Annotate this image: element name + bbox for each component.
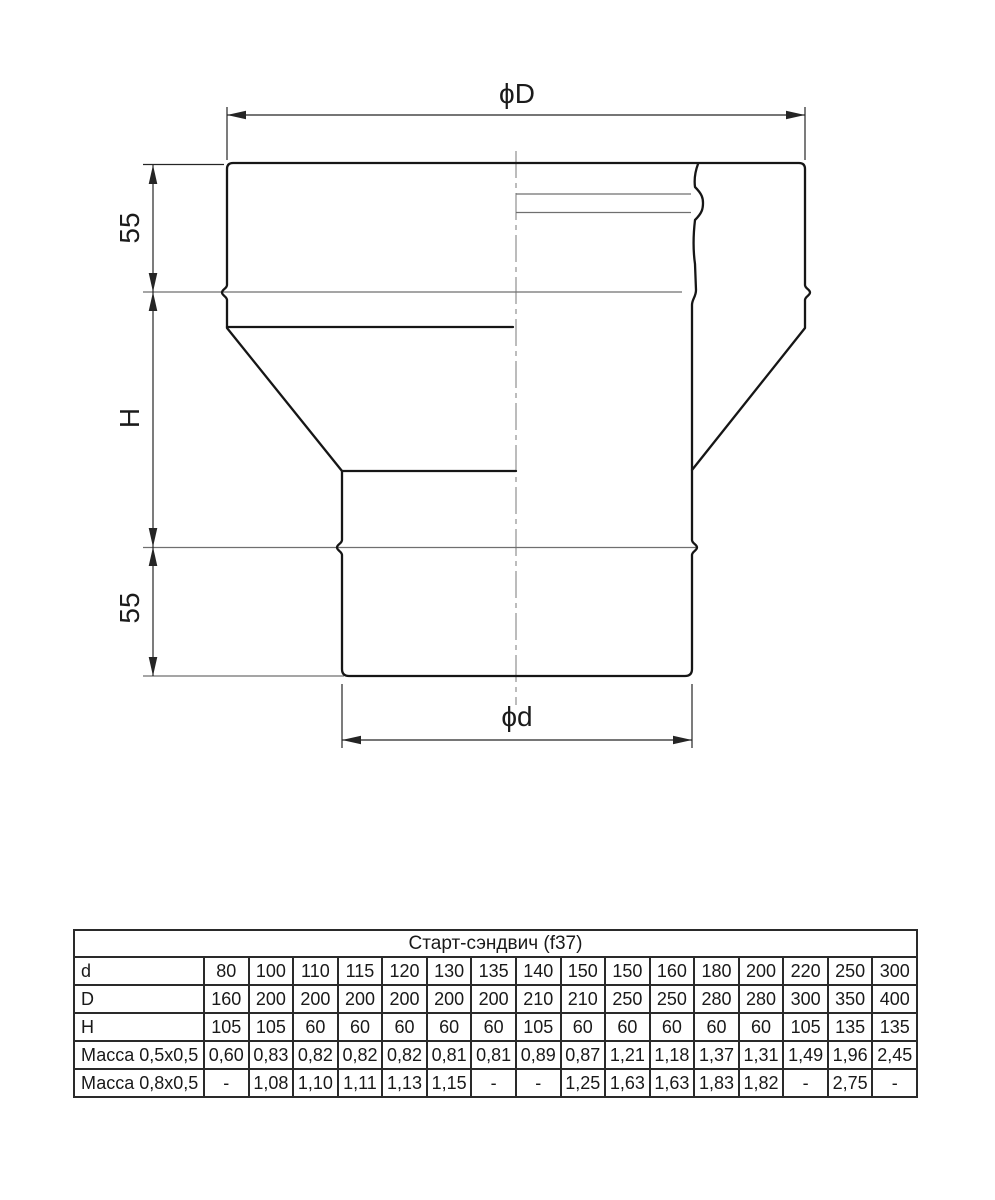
table-cell: 400 — [872, 985, 917, 1013]
label-diameter-d: ϕd — [501, 701, 533, 732]
table-cell: 1,96 — [828, 1041, 873, 1069]
dim-left-chain — [143, 165, 224, 677]
row-label: Масса 0,8x0,5 — [74, 1069, 204, 1097]
spec-table — [73, 929, 918, 1098]
table-cell: 135 — [872, 1013, 917, 1041]
table-cell: 60 — [561, 1013, 606, 1041]
table-cell: 280 — [739, 985, 784, 1013]
table-cell: 250 — [650, 985, 695, 1013]
table-cell: 1,13 — [382, 1069, 427, 1097]
arrow-right-icon — [786, 111, 805, 120]
table-cell: 135 — [828, 1013, 873, 1041]
table-cell: 115 — [338, 957, 383, 985]
inner-pipe-line — [692, 164, 703, 470]
table-cell: 120 — [382, 957, 427, 985]
label-diameter-D: ϕD — [499, 78, 535, 109]
table-cell: 200 — [427, 985, 472, 1013]
table-cell: 1,49 — [783, 1041, 828, 1069]
table-cell: 1,18 — [650, 1041, 695, 1069]
table-cell: 0,81 — [471, 1041, 516, 1069]
table-cell: 350 — [828, 985, 873, 1013]
table-cell: 300 — [783, 985, 828, 1013]
arrow-up-icon — [149, 547, 158, 566]
arrow-up-icon — [149, 165, 158, 184]
table-cell: 60 — [382, 1013, 427, 1041]
table-cell: 200 — [249, 985, 294, 1013]
label-55-top: 55 — [114, 212, 145, 244]
table-cell: 200 — [338, 985, 383, 1013]
spec-table-body — [74, 930, 917, 1097]
table-cell: 60 — [471, 1013, 516, 1041]
table-cell: - — [516, 1069, 561, 1097]
table-cell: 1,63 — [650, 1069, 695, 1097]
arrow-down-icon — [149, 528, 158, 547]
arrow-up-icon — [149, 292, 158, 311]
table-cell: 100 — [249, 957, 294, 985]
table-cell: 210 — [516, 985, 561, 1013]
table-cell: 1,31 — [739, 1041, 784, 1069]
table-row — [74, 957, 917, 985]
table-cell: 60 — [427, 1013, 472, 1041]
table-cell: 1,37 — [694, 1041, 739, 1069]
label-H: H — [114, 407, 145, 429]
table-cell: 0,87 — [561, 1041, 606, 1069]
table-cell: - — [872, 1069, 917, 1097]
table-cell: 300 — [872, 957, 917, 985]
table-cell: 105 — [204, 1013, 249, 1041]
table-cell: 210 — [561, 985, 606, 1013]
table-cell: 2,75 — [828, 1069, 873, 1097]
table-cell: 130 — [427, 957, 472, 985]
arrow-down-icon — [149, 273, 158, 292]
table-cell: 1,82 — [739, 1069, 784, 1097]
table-cell: 60 — [338, 1013, 383, 1041]
table-cell: 250 — [828, 957, 873, 985]
row-label: Масса 0,5x0,5 — [74, 1041, 204, 1069]
table-cell: 280 — [694, 985, 739, 1013]
table-cell: 1,63 — [605, 1069, 650, 1097]
table-cell: 220 — [783, 957, 828, 985]
row-label: D — [74, 985, 204, 1013]
label-55-bottom: 55 — [114, 592, 145, 624]
table-title: Старт-сэндвич (f37) — [74, 930, 917, 957]
table-cell: 200 — [382, 985, 427, 1013]
table-cell: 0,60 — [204, 1041, 249, 1069]
table-cell: 1,83 — [694, 1069, 739, 1097]
table-cell: 80 — [204, 957, 249, 985]
table-cell: 105 — [516, 1013, 561, 1041]
row-label: d — [74, 957, 204, 985]
table-cell: - — [204, 1069, 249, 1097]
table-cell: 60 — [650, 1013, 695, 1041]
table-cell: 60 — [739, 1013, 784, 1041]
table-cell: 1,10 — [293, 1069, 338, 1097]
table-row — [74, 1013, 917, 1041]
table-cell: 200 — [739, 957, 784, 985]
table-cell: 0,82 — [293, 1041, 338, 1069]
table-row — [74, 1069, 917, 1097]
arrow-right-icon — [673, 736, 692, 745]
table-cell: 200 — [471, 985, 516, 1013]
table-cell: 60 — [605, 1013, 650, 1041]
table-cell: 135 — [471, 957, 516, 985]
table-cell: 200 — [293, 985, 338, 1013]
table-cell: 1,08 — [249, 1069, 294, 1097]
table-cell: 60 — [694, 1013, 739, 1041]
table-cell: 140 — [516, 957, 561, 985]
table-cell: 180 — [694, 957, 739, 985]
table-cell: 0,81 — [427, 1041, 472, 1069]
table-title-row — [74, 930, 917, 957]
arrow-down-icon — [149, 657, 158, 676]
table-cell: 150 — [605, 957, 650, 985]
table-cell: 160 — [204, 985, 249, 1013]
table-cell: 0,82 — [382, 1041, 427, 1069]
table-row — [74, 1041, 917, 1069]
arrow-left-icon — [342, 736, 361, 745]
table-cell: 250 — [605, 985, 650, 1013]
table-cell: 105 — [249, 1013, 294, 1041]
table-cell: 110 — [293, 957, 338, 985]
row-label: H — [74, 1013, 204, 1041]
table-cell: 0,89 — [516, 1041, 561, 1069]
table-cell: 0,82 — [338, 1041, 383, 1069]
table-cell: 1,25 — [561, 1069, 606, 1097]
table-cell: 1,21 — [605, 1041, 650, 1069]
arrow-left-icon — [227, 111, 246, 120]
table-cell: 0,83 — [249, 1041, 294, 1069]
table-row — [74, 985, 917, 1013]
table-cell: 2,45 — [872, 1041, 917, 1069]
table-cell: 105 — [783, 1013, 828, 1041]
table-cell: - — [471, 1069, 516, 1097]
table-cell: 150 — [561, 957, 606, 985]
table-cell: - — [783, 1069, 828, 1097]
table-cell: 60 — [293, 1013, 338, 1041]
table-cell: 1,15 — [427, 1069, 472, 1097]
table-cell: 1,11 — [338, 1069, 383, 1097]
table-cell: 160 — [650, 957, 695, 985]
